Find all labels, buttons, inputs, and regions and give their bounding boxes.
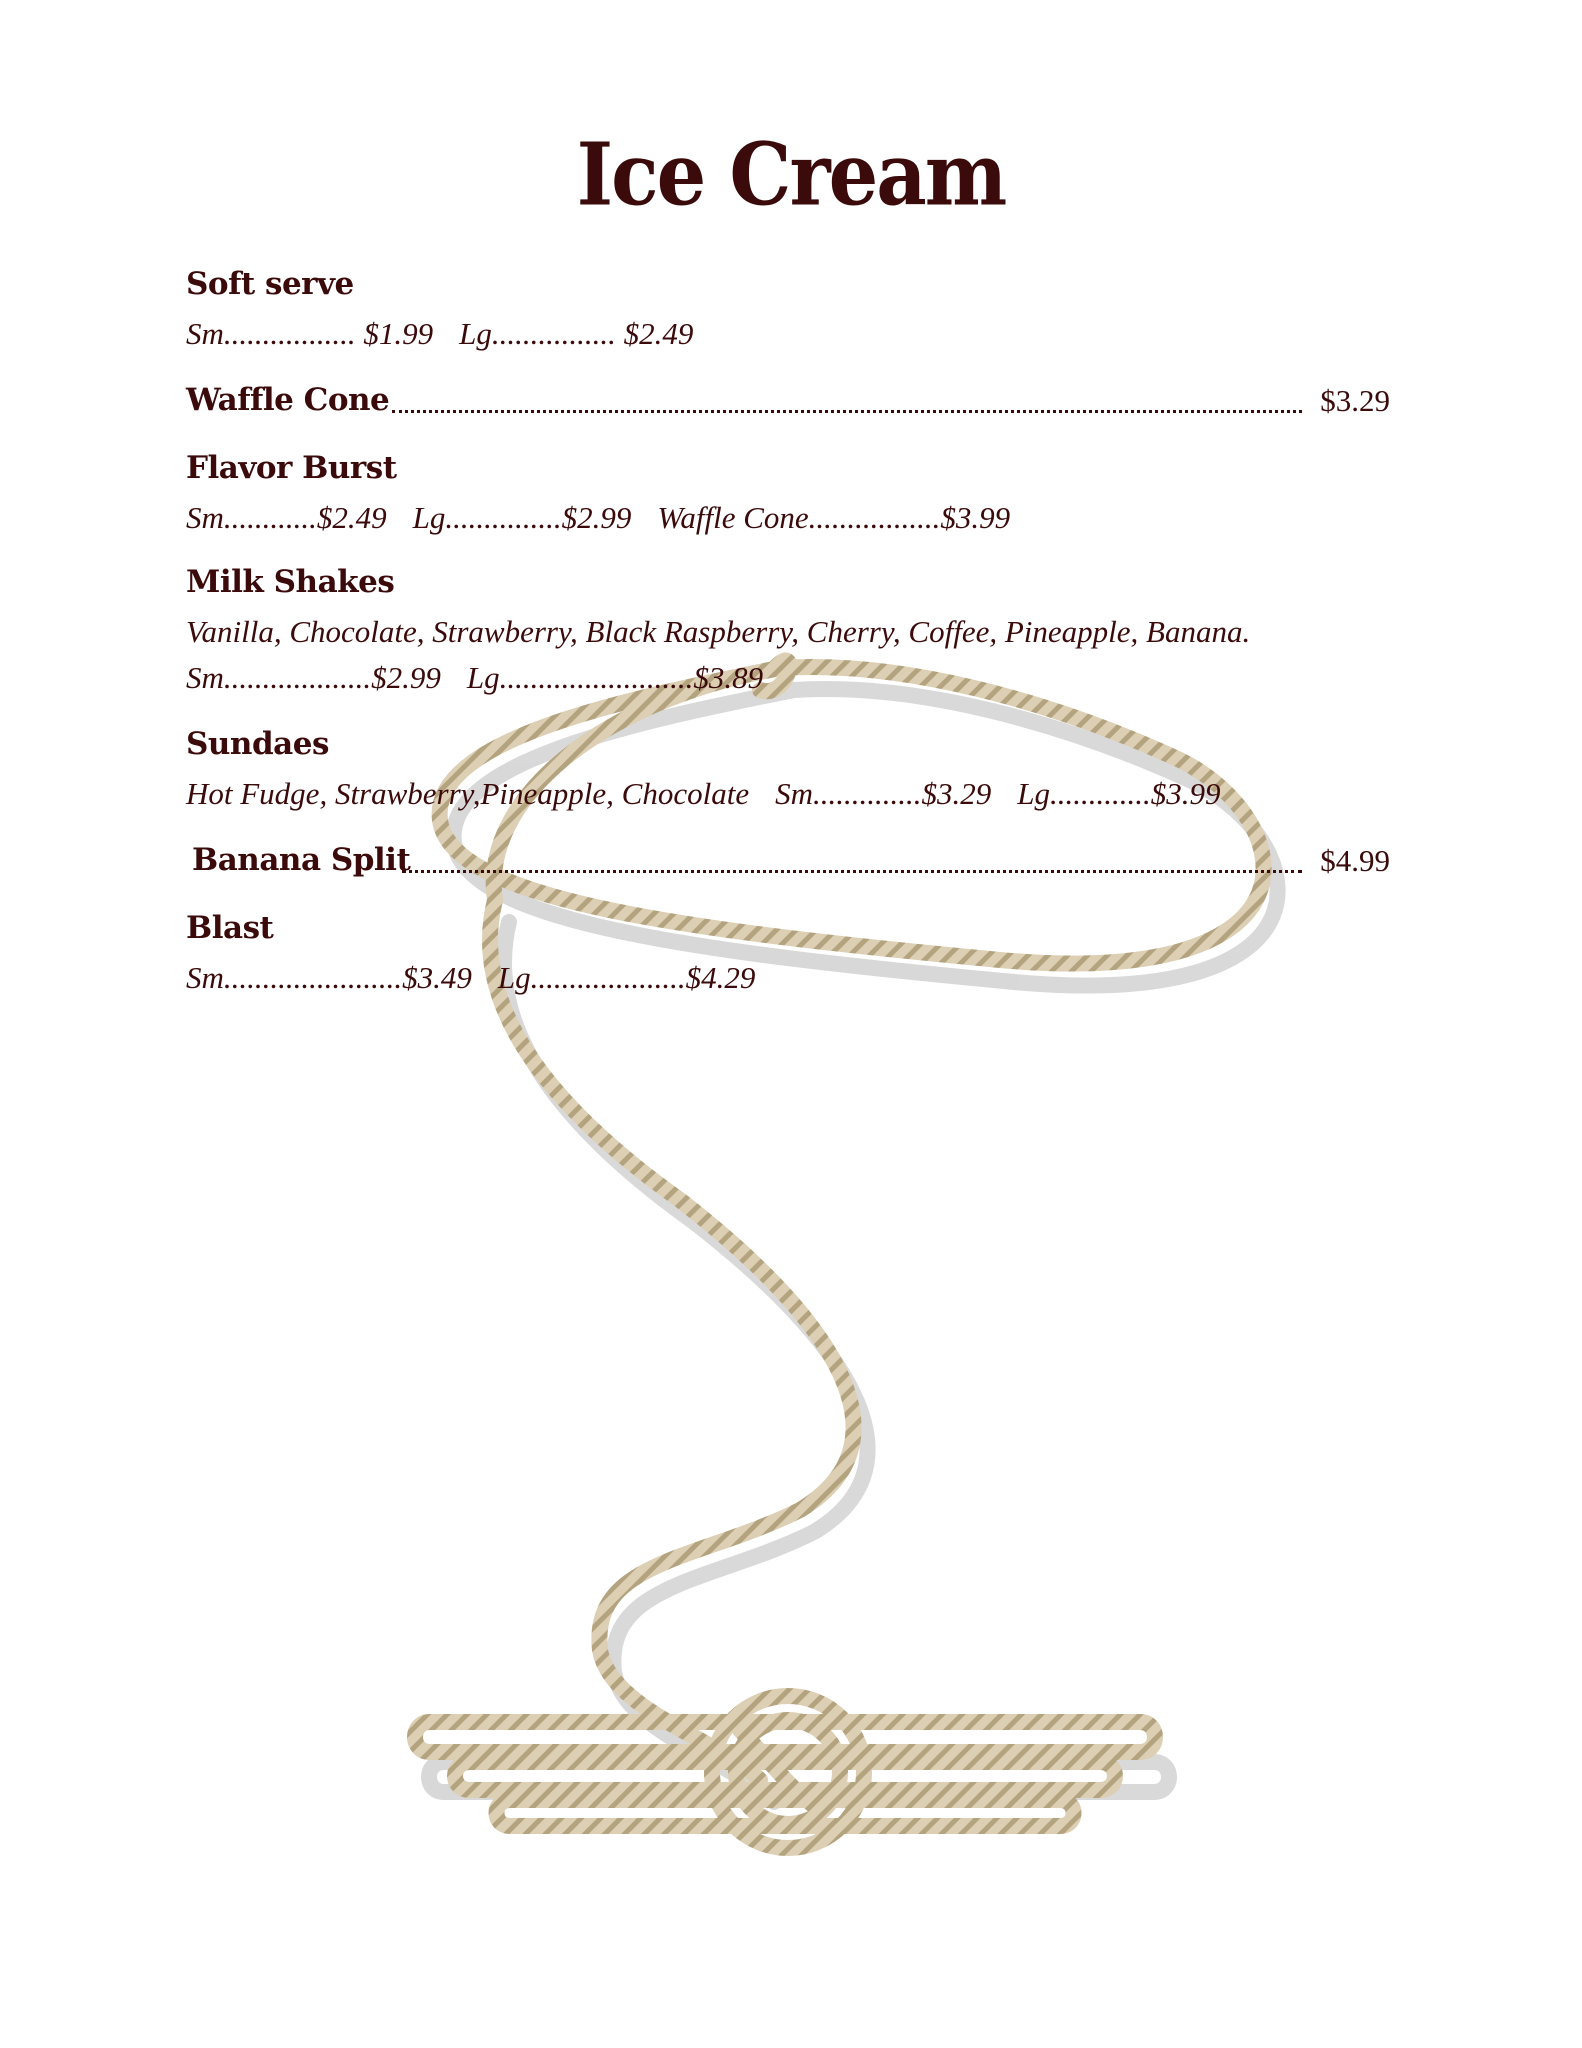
milk-shakes-small-price: Sm...................$2.99: [186, 660, 441, 695]
soft-serve-large-price: Lg................ $2.49: [459, 316, 694, 351]
blast-heading: Blast: [186, 910, 274, 946]
banana-split-leader-dots: [402, 870, 1302, 873]
sundaes-large-price: Lg.............$3.99: [1017, 776, 1221, 811]
soft-serve-prices: [186, 316, 693, 352]
milk-shakes-prices: [186, 660, 763, 696]
soft-serve-small-price: Sm................. $1.99: [186, 316, 434, 351]
banana-split-heading: Banana Split: [192, 842, 411, 878]
flavor-burst-small-price: Sm............$2.49: [186, 500, 387, 535]
milk-shakes-flavors: Vanilla, Chocolate, Strawberry, Black Raspberry, Cherry, Coffee, Pineapple, Banana.: [186, 614, 1251, 649]
blast-large-price: Lg....................$4.29: [497, 960, 756, 995]
waffle-cone-leader-dots: [392, 410, 1302, 413]
blast-small-price: Sm.......................$3.49: [186, 960, 472, 995]
flavor-burst-prices: [186, 500, 1010, 536]
blast-prices: [186, 960, 755, 996]
sundaes-small-price: Sm..............$3.29: [775, 776, 992, 811]
flavor-burst-heading: Flavor Burst: [186, 450, 397, 486]
flavor-burst-waffle-price: Waffle Cone.................$3.99: [657, 500, 1011, 535]
soft-serve-heading: Soft serve: [186, 266, 354, 302]
waffle-cone-heading: Waffle Cone: [186, 382, 390, 418]
menu-title: Ice Cream: [576, 125, 1006, 226]
sundaes-flavors: Hot Fudge, Strawberry,Pineapple, Chocolate: [186, 776, 750, 811]
flavor-burst-large-price: Lg...............$2.99: [412, 500, 632, 535]
milk-shakes-large-price: Lg.........................$3.89: [466, 660, 764, 695]
waffle-cone-price: $3.29: [1320, 383, 1390, 418]
sundaes-heading: Sundaes: [186, 726, 329, 762]
banana-split-price: $4.99: [1320, 843, 1390, 878]
sundaes-line: [186, 776, 1220, 812]
milk-shakes-heading: Milk Shakes: [186, 564, 395, 600]
